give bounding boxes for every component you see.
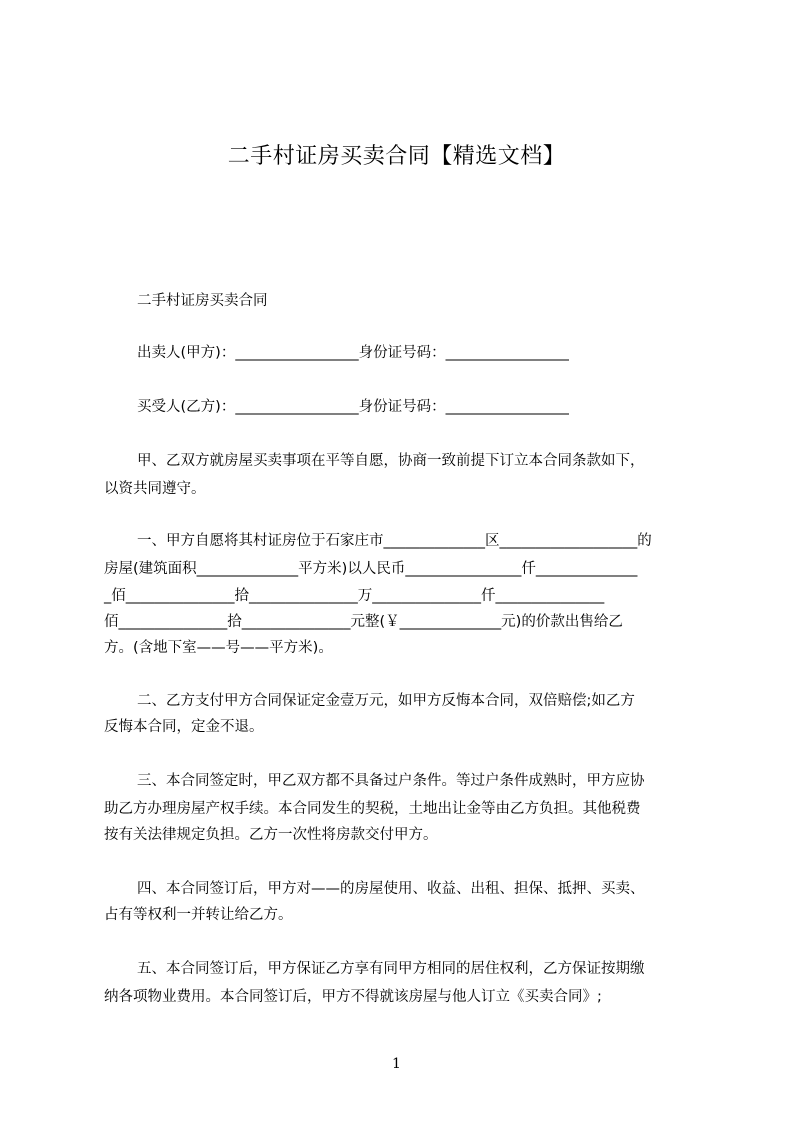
paragraph-line: 助乙方办理房屋产权手续。本合同发生的契税，土地出让金等由乙方负担。其他税费 [104, 801, 641, 817]
paragraph-line: 二、乙方支付甲方合同保证定金壹万元，如甲方反悔本合同，双倍赔偿;如乙方 [137, 693, 635, 709]
contract-subtitle: 二手村证房买卖合同 [137, 293, 268, 309]
paragraph-line: 纳各项物业费用。本合同签订后，甲方不得就该房屋与他人订立《买卖合同》; [104, 989, 602, 1005]
paragraph-line: 甲、乙双方就房屋买卖事项在平等自愿，协商一致前提下订立本合同条款如下， [137, 453, 645, 469]
paragraph-line: 一、甲方自愿将其村证房位于石家庄市______________区___________________的 [137, 533, 652, 549]
paragraph-line: 反悔本合同，定金不退。 [104, 719, 264, 735]
paragraph-line: _佰_______________拾_______________万_______________仟_______________ [104, 588, 605, 604]
paragraph-line: 四、本合同签订后，甲方对——的房屋使用、收益、出租、担保、抵押、买卖、 [137, 881, 645, 897]
paragraph-line: 占有等权利一并转让给乙方。 [104, 907, 293, 923]
paragraph-line: 五、本合同签订后，甲方保证乙方享有同甲方相同的居住权利，乙方保证按期缴 [137, 961, 645, 977]
paragraph-line: 方。(含地下室——号——平方米)。 [104, 640, 333, 656]
page-number: 1 [392, 1056, 401, 1072]
paragraph-line: 佰_______________拾_______________元整(￥______________元)的价款出售给乙 [104, 614, 623, 630]
paragraph-line: 三、本合同签定时，甲乙双方都不具备过户条件。等过户条件成熟时，甲方应协 [137, 773, 645, 789]
paragraph-line: 房屋(建筑面积______________平方米)以人民币________________仟______________ [104, 561, 638, 577]
seller-line: 出卖人(甲方)：_________________身份证号码：_________________ [137, 345, 569, 361]
paragraph-line: 按有关法律规定负担。乙方一次性将房款交付甲方。 [104, 827, 438, 843]
document-title: 二手村证房买卖合同【精选文档】 [227, 144, 566, 169]
paragraph-line: 以资共同遵守。 [104, 481, 206, 497]
buyer-line: 买受人(乙方)：_________________身份证号码：_________________ [137, 399, 569, 415]
